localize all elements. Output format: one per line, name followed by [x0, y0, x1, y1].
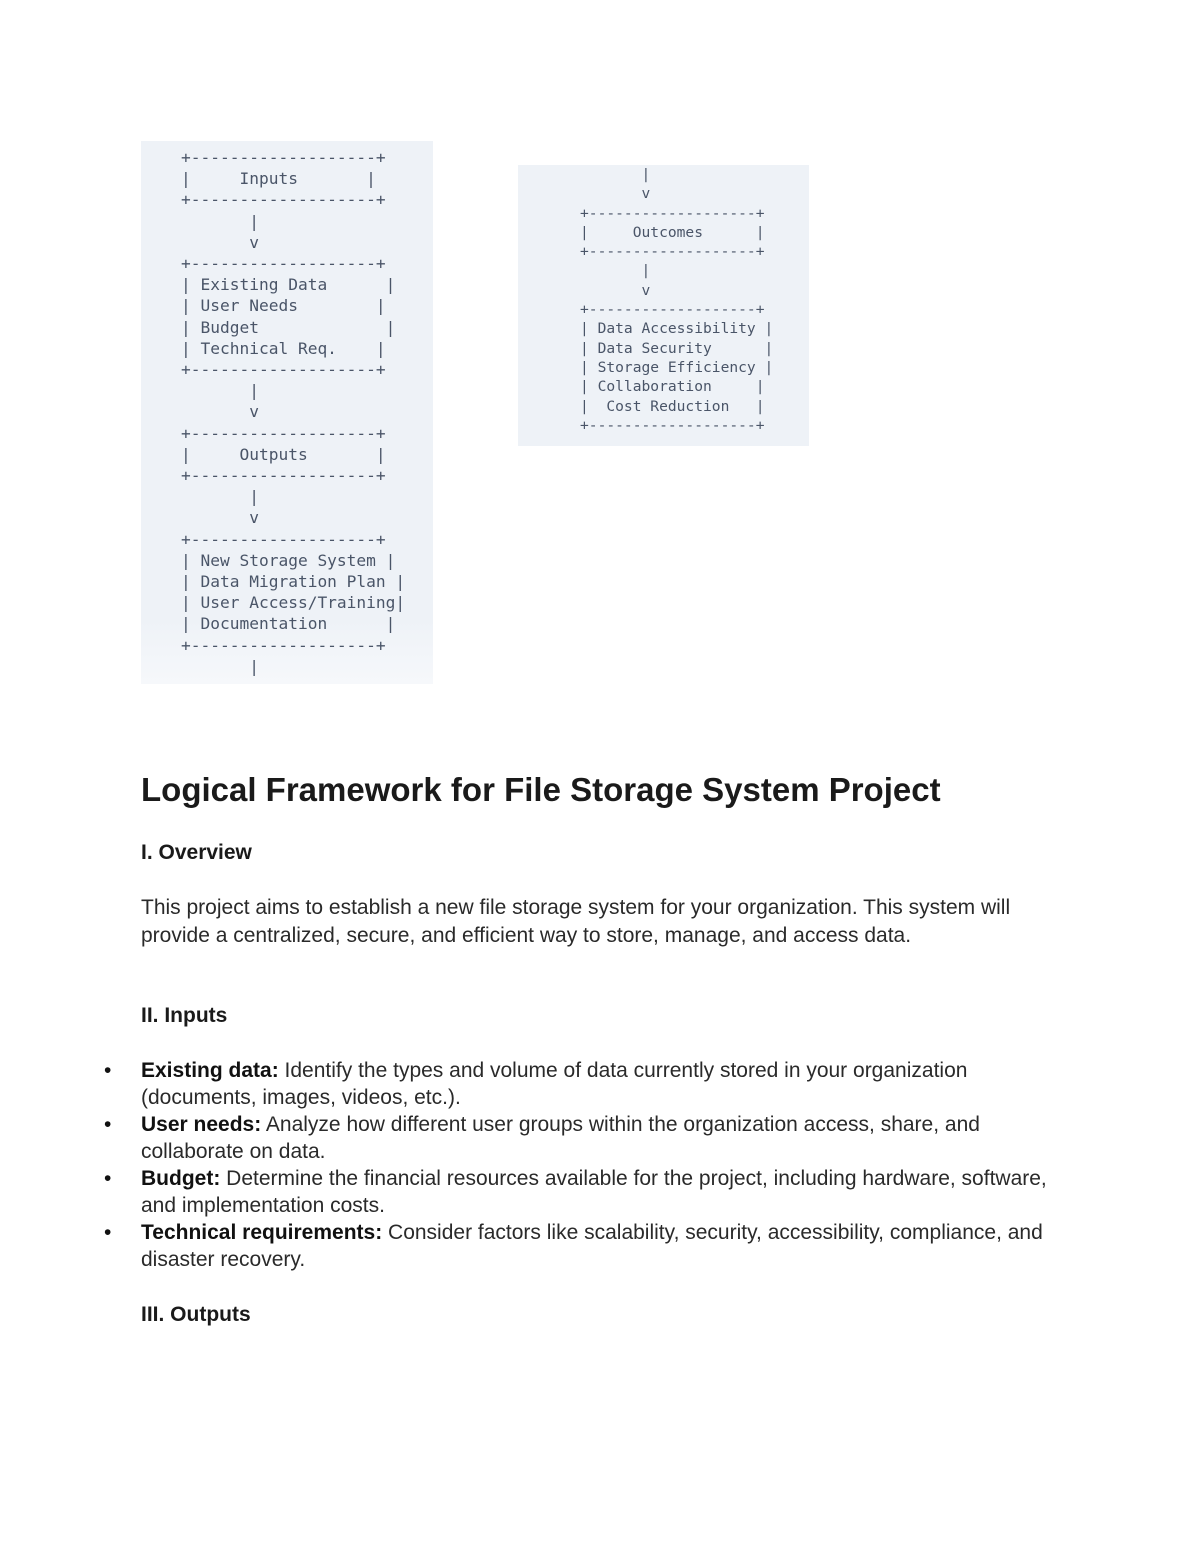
list-item-term: Budget: [141, 1167, 221, 1190]
overview-paragraph: This project aims to establish a new file storage system for your organization. This system will provide a centralized, secure, and efficient way to store, manage, and access data. [141, 896, 1011, 947]
section-heading-inputs: II. Inputs [141, 1004, 228, 1027]
list-item [104, 1165, 1071, 1219]
list-item-term: Existing data: [141, 1059, 279, 1082]
list-item-text: Consider factors like scalability, security, accessibility, compliance, and disaster recovery. [141, 1221, 1043, 1271]
inputs-list [104, 1057, 1071, 1273]
list-item [104, 1057, 1071, 1111]
document-title: Logical Framework for File Storage System Project [141, 771, 941, 808]
diagram-panel-inputs-outputs [141, 141, 433, 684]
bullet-icon: • [104, 1059, 112, 1082]
bullet-icon: • [104, 1113, 112, 1136]
list-item [104, 1219, 1071, 1273]
ascii-diagram-inputs-outputs: +-------------------+ | Inputs | +-------------------+ | v +-------------------+ | Existing Data | | User Needs | | Budget | | Technical Req. | +-------------------+ | v +-------------------+ | Outputs | +-------------------+ | v +-------------------+ | New Storage System | | Data Migration Plan | | User Access/Training| | Documentation | +-------------------+ | [181, 148, 406, 676]
list-item-text: Analyze how different user groups within the organization access, share, and collaborate on data. [141, 1113, 980, 1163]
list-item-term: User needs: [141, 1113, 262, 1136]
list-item-text: Determine the financial resources available for the project, including hardware, software, and implementation costs. [141, 1167, 1047, 1217]
diagram-panel-outcomes [518, 165, 809, 446]
section-heading-overview: I. Overview [141, 841, 252, 864]
list-item [104, 1111, 1071, 1165]
section-heading-outputs: III. Outputs [141, 1303, 251, 1326]
bullet-icon: • [104, 1167, 112, 1190]
list-item-text: Identify the types and volume of data currently stored in your organization (documents, images, videos, etc.). [141, 1059, 968, 1109]
bullet-icon: • [104, 1221, 112, 1244]
list-item-term: Technical requirements: [141, 1221, 383, 1244]
ascii-diagram-outcomes: | v +-------------------+ | Outcomes | +-------------------+ | v +-------------------+ | Data Accessibility | | Data Security | | Storage Efficiency | | Collaboration | | Cost Reduction | +-------------------+ [580, 166, 774, 434]
